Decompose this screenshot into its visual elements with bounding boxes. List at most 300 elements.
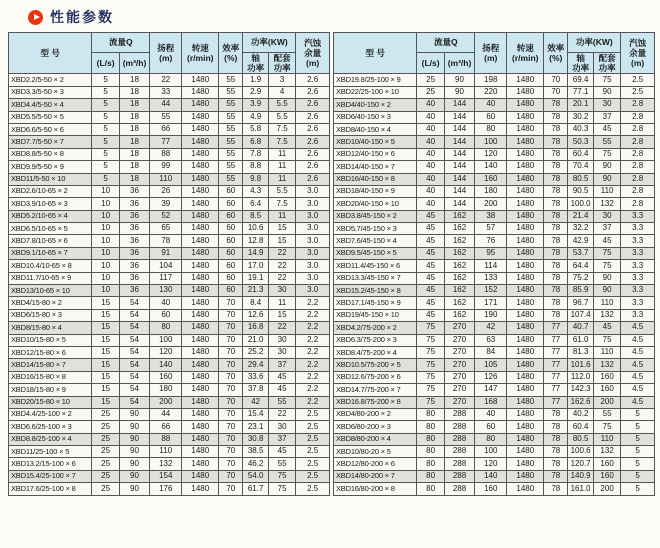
section-header bbox=[28, 8, 660, 26]
col-header-npsh bbox=[296, 33, 330, 74]
value-cell: 70 bbox=[219, 470, 243, 482]
value-cell: 110 bbox=[593, 185, 620, 197]
value-cell: 144 bbox=[444, 173, 474, 185]
value-cell: 5 bbox=[92, 161, 119, 173]
model-cell: XBD6.5/10-65 × 5 bbox=[9, 223, 92, 235]
value-cell: 1480 bbox=[182, 334, 219, 346]
value-cell: 2.5 bbox=[296, 421, 330, 433]
table-row bbox=[334, 161, 655, 173]
value-cell: 288 bbox=[444, 433, 474, 445]
table-row bbox=[9, 223, 330, 235]
value-cell: 15 bbox=[92, 322, 119, 334]
value-cell: 2.5 bbox=[296, 483, 330, 495]
value-cell: 1480 bbox=[507, 346, 544, 358]
model-cell: XBD3.9/10-65 × 3 bbox=[9, 198, 92, 210]
value-cell: 40 bbox=[475, 99, 507, 111]
value-cell: 1480 bbox=[182, 260, 219, 272]
col-header-head bbox=[475, 33, 507, 74]
value-cell: 2.8 bbox=[621, 185, 655, 197]
model-cell: XBD8.8/5-50 × 8 bbox=[9, 148, 92, 160]
value-cell: 1480 bbox=[182, 185, 219, 197]
value-cell: 21.0 bbox=[243, 334, 269, 346]
value-cell: 55 bbox=[219, 111, 243, 123]
value-cell: 1480 bbox=[182, 396, 219, 408]
value-cell: 60 bbox=[219, 260, 243, 272]
value-cell: 1480 bbox=[507, 446, 544, 458]
value-cell: 78 bbox=[544, 297, 568, 309]
value-cell: 77 bbox=[544, 346, 568, 358]
value-cell: 2.5 bbox=[296, 458, 330, 470]
value-cell: 160 bbox=[593, 384, 620, 396]
value-cell: 1480 bbox=[182, 173, 219, 185]
value-cell: 2.6 bbox=[296, 86, 330, 98]
value-cell: 2.6 bbox=[296, 161, 330, 173]
value-cell: 190 bbox=[475, 309, 507, 321]
value-cell: 2.8 bbox=[621, 111, 655, 123]
value-cell: 75 bbox=[417, 334, 444, 346]
value-cell: 70 bbox=[219, 359, 243, 371]
col-header-npsh bbox=[621, 33, 655, 74]
value-cell: 1480 bbox=[507, 223, 544, 235]
value-cell: 110 bbox=[150, 446, 182, 458]
table-row bbox=[9, 483, 330, 495]
value-cell: 270 bbox=[444, 371, 474, 383]
value-cell: 8.4 bbox=[243, 297, 269, 309]
catalog-page bbox=[0, 8, 660, 496]
value-cell: 1480 bbox=[507, 123, 544, 135]
value-cell: 3.3 bbox=[621, 235, 655, 247]
table-row bbox=[9, 322, 330, 334]
value-cell: 45 bbox=[417, 210, 444, 222]
npsh-label-2: 余量 bbox=[629, 48, 647, 59]
speed-unit: (r/min) bbox=[512, 53, 539, 64]
value-cell: 78 bbox=[544, 136, 568, 148]
value-cell: 1.9 bbox=[243, 74, 269, 86]
value-cell: 160 bbox=[150, 371, 182, 383]
value-cell: 3.0 bbox=[296, 235, 330, 247]
value-cell: 40 bbox=[417, 136, 444, 148]
model-cell: XBD11/25-100 × 5 bbox=[9, 446, 92, 458]
col-header-efficiency bbox=[219, 33, 243, 74]
value-cell: 1480 bbox=[507, 396, 544, 408]
value-cell: 60 bbox=[219, 198, 243, 210]
value-cell: 30.2 bbox=[568, 111, 594, 123]
value-cell: 40 bbox=[417, 198, 444, 210]
value-cell: 80.5 bbox=[568, 433, 594, 445]
value-cell: 7.5 bbox=[268, 198, 295, 210]
value-cell: 1480 bbox=[507, 371, 544, 383]
value-cell: 61.0 bbox=[568, 334, 594, 346]
value-cell: 70 bbox=[219, 322, 243, 334]
value-cell: 78 bbox=[544, 285, 568, 297]
value-cell: 45 bbox=[268, 446, 295, 458]
value-cell: 1480 bbox=[507, 384, 544, 396]
value-cell: 1480 bbox=[182, 470, 219, 482]
value-cell: 80 bbox=[417, 458, 444, 470]
head-unit: (m) bbox=[159, 53, 173, 64]
value-cell: 55 bbox=[150, 111, 182, 123]
value-cell: 8.8 bbox=[243, 161, 269, 173]
table-row bbox=[334, 198, 655, 210]
value-cell: 37 bbox=[593, 111, 620, 123]
value-cell: 2.6 bbox=[296, 136, 330, 148]
value-cell: 54 bbox=[119, 322, 149, 334]
value-cell: 1480 bbox=[507, 247, 544, 259]
value-cell: 2.6 bbox=[296, 111, 330, 123]
value-cell: 162.6 bbox=[568, 396, 594, 408]
value-cell: 70 bbox=[219, 433, 243, 445]
value-cell: 80 bbox=[475, 433, 507, 445]
value-cell: 60 bbox=[219, 285, 243, 297]
table-row bbox=[334, 322, 655, 334]
value-cell: 2.8 bbox=[621, 161, 655, 173]
value-cell: 1480 bbox=[182, 223, 219, 235]
value-cell: 2.2 bbox=[296, 371, 330, 383]
value-cell: 78 bbox=[544, 483, 568, 495]
value-cell: 171 bbox=[475, 297, 507, 309]
model-cell: XBD14.7/75-200 × 7 bbox=[334, 384, 417, 396]
value-cell: 100 bbox=[475, 446, 507, 458]
value-cell: 90 bbox=[593, 86, 620, 98]
value-cell: 70.4 bbox=[568, 161, 594, 173]
table-header bbox=[9, 33, 330, 74]
value-cell: 2.5 bbox=[296, 446, 330, 458]
value-cell: 78 bbox=[544, 210, 568, 222]
value-cell: 3.3 bbox=[621, 309, 655, 321]
value-cell: 100.6 bbox=[568, 446, 594, 458]
value-cell: 75 bbox=[593, 260, 620, 272]
value-cell: 40.2 bbox=[568, 408, 594, 420]
value-cell: 15.4 bbox=[243, 408, 269, 420]
value-cell: 5 bbox=[621, 433, 655, 445]
value-cell: 64.4 bbox=[568, 260, 594, 272]
value-cell: 12.8 bbox=[243, 235, 269, 247]
value-cell: 1480 bbox=[182, 285, 219, 297]
value-cell: 1480 bbox=[182, 111, 219, 123]
table-row bbox=[334, 223, 655, 235]
value-cell: 80 bbox=[475, 123, 507, 135]
value-cell: 75 bbox=[593, 421, 620, 433]
value-cell: 65 bbox=[150, 223, 182, 235]
value-cell: 3.0 bbox=[296, 247, 330, 259]
value-cell: 21.3 bbox=[243, 285, 269, 297]
value-cell: 22 bbox=[268, 272, 295, 284]
value-cell: 270 bbox=[444, 346, 474, 358]
value-cell: 2.5 bbox=[621, 86, 655, 98]
value-cell: 40.7 bbox=[568, 322, 594, 334]
value-cell: 54 bbox=[119, 384, 149, 396]
value-cell: 1480 bbox=[507, 322, 544, 334]
value-cell: 78 bbox=[544, 408, 568, 420]
value-cell: 5 bbox=[92, 123, 119, 135]
value-cell: 25 bbox=[417, 74, 444, 86]
value-cell: 18 bbox=[119, 173, 149, 185]
table-row bbox=[334, 470, 655, 482]
value-cell: 1480 bbox=[507, 458, 544, 470]
value-cell: 5 bbox=[621, 446, 655, 458]
value-cell: 288 bbox=[444, 470, 474, 482]
value-cell: 6.4 bbox=[243, 198, 269, 210]
value-cell: 1480 bbox=[507, 260, 544, 272]
spec-table-right bbox=[333, 32, 655, 496]
value-cell: 60 bbox=[475, 111, 507, 123]
table-row bbox=[9, 247, 330, 259]
table-row bbox=[334, 285, 655, 297]
model-cell: XBD10.5/75-200 × 5 bbox=[334, 359, 417, 371]
value-cell: 1480 bbox=[507, 408, 544, 420]
value-cell: 11 bbox=[268, 297, 295, 309]
value-cell: 120 bbox=[150, 346, 182, 358]
model-cell: XBD16.8/75-200 × 8 bbox=[334, 396, 417, 408]
value-cell: 132 bbox=[593, 446, 620, 458]
value-cell: 25 bbox=[92, 470, 119, 482]
value-cell: 5.5 bbox=[268, 99, 295, 111]
value-cell: 1480 bbox=[507, 483, 544, 495]
model-cell: XBD18/40-150 × 9 bbox=[334, 185, 417, 197]
value-cell: 100 bbox=[150, 334, 182, 346]
value-cell: 80 bbox=[417, 433, 444, 445]
model-cell: XBD11.7/10-65 × 9 bbox=[9, 272, 92, 284]
value-cell: 176 bbox=[150, 483, 182, 495]
value-cell: 37 bbox=[593, 223, 620, 235]
value-cell: 1480 bbox=[182, 384, 219, 396]
value-cell: 2.5 bbox=[296, 433, 330, 445]
value-cell: 75.2 bbox=[568, 272, 594, 284]
spec-table-left bbox=[8, 32, 330, 496]
table-row bbox=[9, 396, 330, 408]
value-cell: 80 bbox=[417, 446, 444, 458]
value-cell: 60 bbox=[219, 223, 243, 235]
value-cell: 110 bbox=[593, 433, 620, 445]
value-cell: 9.8 bbox=[243, 173, 269, 185]
value-cell: 1480 bbox=[507, 148, 544, 160]
value-cell: 90 bbox=[119, 483, 149, 495]
value-cell: 75 bbox=[417, 371, 444, 383]
value-cell: 1480 bbox=[182, 483, 219, 495]
value-cell: 5 bbox=[621, 421, 655, 433]
table-row bbox=[334, 123, 655, 135]
table-row bbox=[334, 408, 655, 420]
col-header-efficiency bbox=[544, 33, 568, 74]
value-cell: 15 bbox=[92, 384, 119, 396]
value-cell: 132 bbox=[593, 359, 620, 371]
col-header-model: 型 号 bbox=[334, 33, 417, 74]
table-row bbox=[334, 359, 655, 371]
model-cell: XBD2.6/10-65 × 2 bbox=[9, 185, 92, 197]
col-header-flow-ls: (L/s) bbox=[417, 53, 444, 74]
efficiency-unit: (%) bbox=[549, 53, 563, 64]
value-cell: 36 bbox=[119, 272, 149, 284]
value-cell: 54 bbox=[119, 334, 149, 346]
value-cell: 30 bbox=[268, 334, 295, 346]
shaft-label-2: 功率 bbox=[572, 63, 590, 74]
value-cell: 2.6 bbox=[296, 148, 330, 160]
value-cell: 88 bbox=[150, 433, 182, 445]
value-cell: 1480 bbox=[182, 136, 219, 148]
model-cell: XBD11/5-50 × 10 bbox=[9, 173, 92, 185]
value-cell: 39 bbox=[150, 198, 182, 210]
value-cell: 1480 bbox=[182, 99, 219, 111]
table-row bbox=[9, 111, 330, 123]
value-cell: 2.2 bbox=[296, 346, 330, 358]
value-cell: 5 bbox=[92, 173, 119, 185]
value-cell: 91 bbox=[150, 247, 182, 259]
value-cell: 1480 bbox=[182, 210, 219, 222]
value-cell: 45 bbox=[417, 247, 444, 259]
table-row bbox=[334, 446, 655, 458]
model-cell: XBD9.9/5-50 × 9 bbox=[9, 161, 92, 173]
value-cell: 44 bbox=[150, 99, 182, 111]
model-cell: XBD22/25-100 × 10 bbox=[334, 86, 417, 98]
value-cell: 75 bbox=[417, 346, 444, 358]
value-cell: 18 bbox=[119, 74, 149, 86]
value-cell: 90 bbox=[119, 433, 149, 445]
value-cell: 90.5 bbox=[568, 185, 594, 197]
value-cell: 4.5 bbox=[621, 384, 655, 396]
value-cell: 162 bbox=[444, 223, 474, 235]
col-header-shaft-power bbox=[243, 53, 269, 74]
value-cell: 2.6 bbox=[296, 99, 330, 111]
value-cell: 75 bbox=[417, 359, 444, 371]
value-cell: 3 bbox=[268, 74, 295, 86]
value-cell: 70 bbox=[219, 396, 243, 408]
value-cell: 1480 bbox=[182, 74, 219, 86]
model-cell: XBD15.4/25-100 × 7 bbox=[9, 470, 92, 482]
value-cell: 40 bbox=[417, 148, 444, 160]
value-cell: 55 bbox=[268, 396, 295, 408]
value-cell: 4.5 bbox=[621, 359, 655, 371]
table-row bbox=[9, 371, 330, 383]
value-cell: 15 bbox=[92, 297, 119, 309]
table-row bbox=[334, 260, 655, 272]
value-cell: 66 bbox=[150, 123, 182, 135]
model-cell: XBD14/15-80 × 7 bbox=[9, 359, 92, 371]
value-cell: 152 bbox=[475, 285, 507, 297]
value-cell: 70 bbox=[544, 74, 568, 86]
col-header-flow-m3h: (m³/h) bbox=[444, 53, 474, 74]
value-cell: 60 bbox=[219, 185, 243, 197]
value-cell: 140 bbox=[150, 359, 182, 371]
value-cell: 2.8 bbox=[621, 99, 655, 111]
col-header-speed bbox=[507, 33, 544, 74]
table-row bbox=[9, 384, 330, 396]
value-cell: 1480 bbox=[507, 433, 544, 445]
value-cell: 75 bbox=[417, 396, 444, 408]
value-cell: 90 bbox=[593, 161, 620, 173]
model-cell: XBD9.1/10-65 × 7 bbox=[9, 247, 92, 259]
value-cell: 3.0 bbox=[296, 272, 330, 284]
table-row bbox=[334, 371, 655, 383]
model-cell: XBD5.7/45-150 × 3 bbox=[334, 223, 417, 235]
value-cell: 1480 bbox=[182, 86, 219, 98]
model-cell: XBD12.6/75-200 × 6 bbox=[334, 371, 417, 383]
col-header-power: 功率(KW) bbox=[568, 33, 621, 53]
table-row bbox=[9, 433, 330, 445]
value-cell: 270 bbox=[444, 396, 474, 408]
value-cell: 38 bbox=[475, 210, 507, 222]
value-cell: 25 bbox=[92, 458, 119, 470]
head-label: 扬程 bbox=[157, 43, 175, 53]
value-cell: 55 bbox=[268, 458, 295, 470]
value-cell: 78 bbox=[544, 421, 568, 433]
value-cell: 101.6 bbox=[568, 359, 594, 371]
value-cell: 110 bbox=[593, 297, 620, 309]
value-cell: 1480 bbox=[182, 458, 219, 470]
value-cell: 55 bbox=[219, 86, 243, 98]
speed-label: 转速 bbox=[191, 43, 209, 53]
value-cell: 45 bbox=[417, 309, 444, 321]
value-cell: 78 bbox=[544, 123, 568, 135]
value-cell: 26 bbox=[150, 185, 182, 197]
value-cell: 54 bbox=[119, 396, 149, 408]
value-cell: 1480 bbox=[182, 161, 219, 173]
value-cell: 78 bbox=[544, 148, 568, 160]
value-cell: 3.3 bbox=[621, 297, 655, 309]
value-cell: 15 bbox=[92, 346, 119, 358]
value-cell: 25 bbox=[92, 408, 119, 420]
table-row bbox=[9, 198, 330, 210]
value-cell: 12.6 bbox=[243, 309, 269, 321]
value-cell: 60 bbox=[219, 210, 243, 222]
value-cell: 3.3 bbox=[621, 272, 655, 284]
value-cell: 162 bbox=[444, 210, 474, 222]
value-cell: 140.9 bbox=[568, 470, 594, 482]
value-cell: 107.4 bbox=[568, 309, 594, 321]
model-cell: XBD4.4/25-100 × 2 bbox=[9, 408, 92, 420]
value-cell: 45 bbox=[417, 285, 444, 297]
value-cell: 45 bbox=[417, 260, 444, 272]
model-cell: XBD13.2/15-100 × 6 bbox=[9, 458, 92, 470]
value-cell: 3.3 bbox=[621, 210, 655, 222]
value-cell: 70 bbox=[219, 421, 243, 433]
value-cell: 147 bbox=[475, 384, 507, 396]
value-cell: 80 bbox=[417, 470, 444, 482]
table-row bbox=[9, 86, 330, 98]
value-cell: 90 bbox=[119, 421, 149, 433]
value-cell: 15 bbox=[92, 334, 119, 346]
value-cell: 2.8 bbox=[621, 173, 655, 185]
matched-label-1: 配套 bbox=[598, 53, 616, 63]
value-cell: 5.5 bbox=[268, 111, 295, 123]
value-cell: 55 bbox=[593, 136, 620, 148]
value-cell: 110 bbox=[150, 173, 182, 185]
value-cell: 99 bbox=[150, 161, 182, 173]
value-cell: 2.6 bbox=[296, 123, 330, 135]
value-cell: 15 bbox=[92, 359, 119, 371]
model-cell: XBD10/15-80 × 5 bbox=[9, 334, 92, 346]
value-cell: 69.4 bbox=[568, 74, 594, 86]
value-cell: 200 bbox=[593, 396, 620, 408]
value-cell: 8.5 bbox=[243, 210, 269, 222]
value-cell: 60 bbox=[475, 421, 507, 433]
value-cell: 2.2 bbox=[296, 334, 330, 346]
value-cell: 37 bbox=[268, 359, 295, 371]
value-cell: 42 bbox=[243, 396, 269, 408]
value-cell: 66 bbox=[150, 421, 182, 433]
value-cell: 90 bbox=[593, 285, 620, 297]
value-cell: 80.5 bbox=[568, 173, 594, 185]
value-cell: 60.4 bbox=[568, 421, 594, 433]
value-cell: 160 bbox=[475, 483, 507, 495]
value-cell: 54 bbox=[119, 346, 149, 358]
table-row bbox=[334, 483, 655, 495]
value-cell: 63 bbox=[475, 334, 507, 346]
model-cell: XBD6.6/25-100 × 3 bbox=[9, 421, 92, 433]
value-cell: 88 bbox=[150, 148, 182, 160]
value-cell: 77 bbox=[544, 322, 568, 334]
value-cell: 77 bbox=[544, 334, 568, 346]
value-cell: 45 bbox=[417, 235, 444, 247]
